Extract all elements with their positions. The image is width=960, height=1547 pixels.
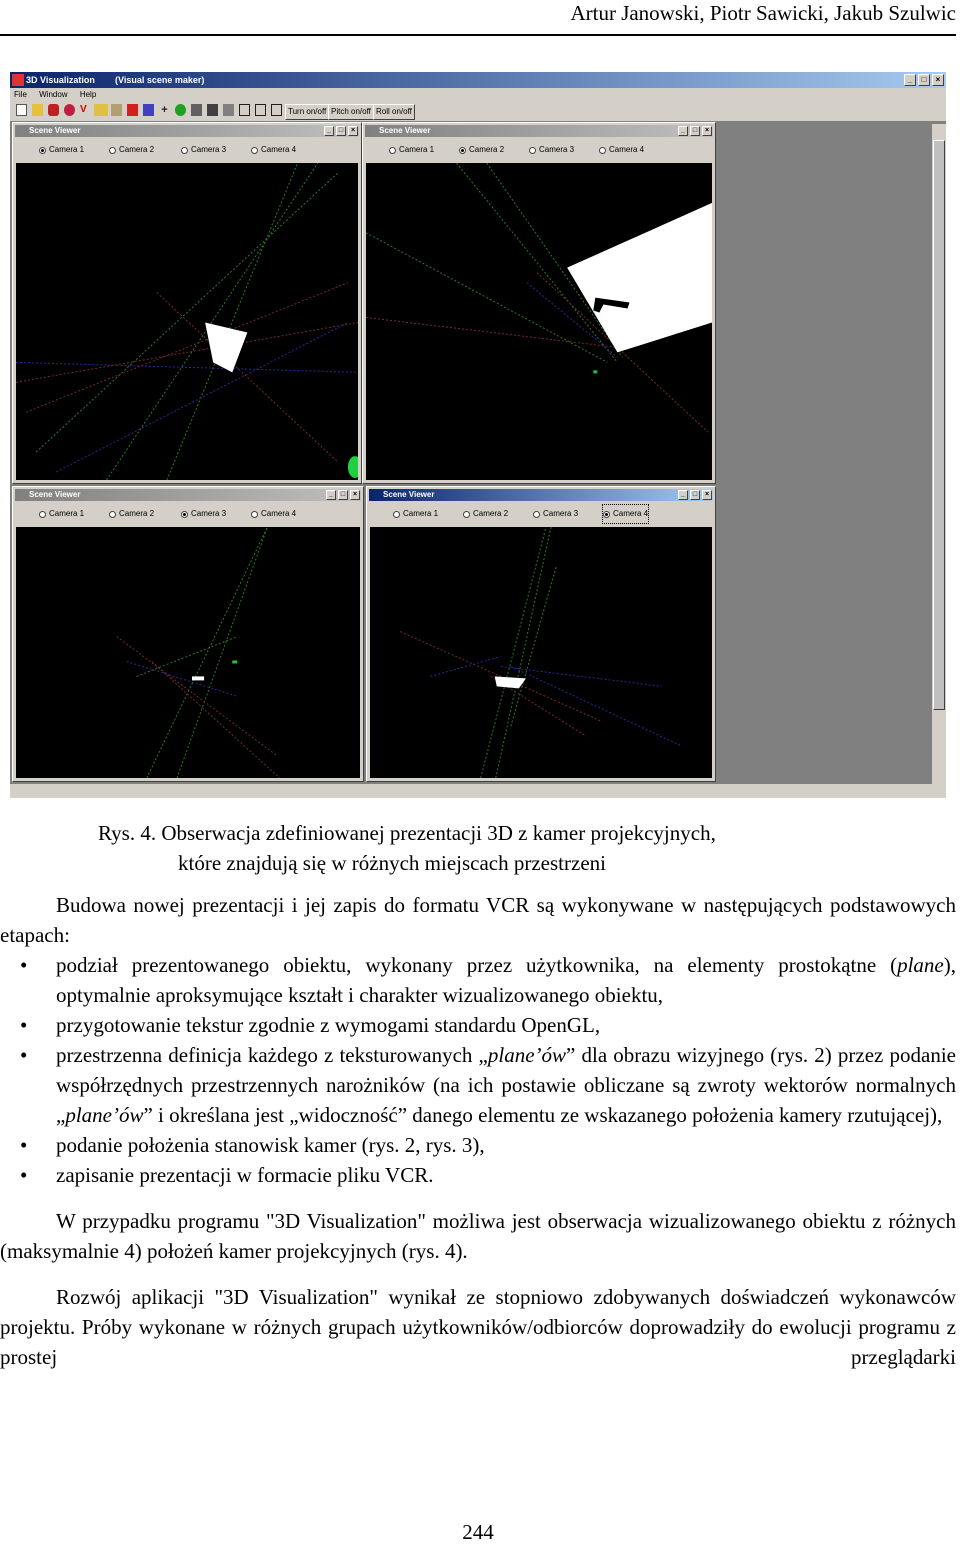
- camera-c-icon[interactable]: [175, 104, 186, 116]
- radio-dot: [533, 511, 540, 518]
- viewer-titlebar: Scene Viewer _ □ ×: [15, 125, 359, 137]
- ray-line: [430, 656, 500, 676]
- 3d-viewport[interactable]: [366, 163, 712, 480]
- ray-line: [481, 527, 546, 778]
- ray-line: [511, 567, 556, 726]
- camera-radio-group: [371, 505, 711, 523]
- figure-screenshot: [10, 72, 946, 798]
- ray-line: [167, 163, 298, 480]
- radio-dot: [251, 511, 258, 518]
- camera-4-radio[interactable]: Camera 4: [251, 505, 296, 523]
- caption-line-1: Rys. 4. Obserwacja zdefiniowanej prezentacji 3D z kamer projekcyjnych,: [98, 821, 716, 845]
- ray-line: [16, 322, 358, 382]
- paragraph-3: Rozwój aplikacji "3D Visualization" wynikał ze stopniowo zdobywanych doświadczeń wykonawców projektu. Próby wykonane w różnych grupach użytkowników/odbiorców doprowadziły do ewolucji programu z prostej przeglądarki: [0, 1285, 956, 1369]
- add-icon[interactable]: [94, 104, 108, 116]
- roll-toggle-button[interactable]: Roll on/off: [373, 104, 415, 120]
- minimize-button[interactable]: _: [326, 490, 336, 500]
- paragraph-2: W przypadku programu "3D Visualization" możliwa jest obserwacja wizualizowanego obiektu z różnych (maksymalnie 4) położeń kamer projekcyjnych (rys. 4).: [0, 1209, 956, 1263]
- minimize-button[interactable]: _: [324, 126, 334, 136]
- eye-icon[interactable]: [64, 104, 75, 116]
- menu-help[interactable]: Help: [79, 90, 97, 99]
- app-icon: [12, 74, 24, 86]
- running-head: Artur Janowski, Piotr Sawicki, Jakub Szulwic: [570, 1, 956, 25]
- camera-marker: [348, 456, 358, 478]
- maximize-button[interactable]: □: [918, 74, 930, 86]
- camera-1-radio[interactable]: Camera 1: [39, 505, 84, 523]
- list-item: • zapisanie prezentacji w formacie pliku VCR.: [0, 1160, 956, 1190]
- scene-viewer-2[interactable]: [362, 122, 716, 484]
- ray-line: [177, 527, 268, 778]
- ray-line: [496, 527, 551, 778]
- scene-render: [366, 163, 712, 480]
- list-item: • podział prezentowanego obiektu, wykonany przez użytkownika, na elementy prostokątne (plane), optymalnie aproksymujące kształt i charakter wizualizowanego obiektu,: [0, 950, 956, 1010]
- minimize-button[interactable]: _: [904, 74, 916, 86]
- app-title: 3D Visualization: [26, 75, 95, 85]
- radio-dot: [393, 511, 400, 518]
- list-item: • podanie położenia stanowisk kamer (rys. 2, rys. 3),: [0, 1130, 956, 1160]
- list-item: • przestrzenna definicja każdego z teksturowanych „plane’ów” dla obrazu wizyjnego (rys. 2) przez podanie współrzędnych przestrzennych narożników (na ich postawie obliczane są zwroty wektorów normalnych „plane’ów” i określana jest „widoczność” danego elementu ze wskazanego położenia kamery rzutującej),: [0, 1040, 956, 1130]
- camera-3-radio[interactable]: Camera 3: [533, 505, 578, 523]
- v-tool-icon[interactable]: V: [80, 104, 87, 115]
- new-file-icon[interactable]: [16, 104, 27, 116]
- figure-caption: [98, 818, 898, 878]
- viewer-window-controls: [678, 490, 712, 500]
- ray-line: [157, 293, 338, 462]
- camera-4-radio[interactable]: Camera 4: [251, 141, 296, 159]
- viewer-titlebar: Scene Viewer _ □ ×: [365, 125, 713, 137]
- camera-1-radio[interactable]: Camera 1: [389, 141, 434, 159]
- maximize-button[interactable]: □: [690, 126, 700, 136]
- ray-line: [107, 163, 318, 480]
- ray-line: [137, 637, 238, 677]
- scene-viewer-4[interactable]: [366, 486, 716, 782]
- camera-1-radio[interactable]: Camera 1: [39, 141, 84, 159]
- plus-icon[interactable]: +: [161, 104, 168, 116]
- shape-red-icon[interactable]: [48, 104, 59, 116]
- 3d-viewport[interactable]: [16, 527, 360, 778]
- camera-2-radio[interactable]: Camera 2: [463, 505, 508, 523]
- camera-3-radio[interactable]: Camera 3: [181, 505, 226, 523]
- radio-dot: [39, 511, 46, 518]
- ray-line: [400, 632, 601, 722]
- camera-radio-group: [17, 141, 357, 159]
- menu-file[interactable]: File: [14, 90, 27, 99]
- scrollbar-thumb[interactable]: [933, 140, 945, 710]
- ray-line: [147, 527, 268, 778]
- steps-list: [0, 950, 956, 1190]
- radio-dot: [109, 511, 116, 518]
- ray-line: [152, 661, 280, 778]
- viewer-window-controls: [678, 126, 712, 136]
- scene-viewer-3[interactable]: [12, 486, 364, 782]
- maximize-button[interactable]: □: [690, 490, 700, 500]
- radio-dot: [463, 511, 470, 518]
- camera-2-radio[interactable]: Camera 2: [459, 141, 504, 159]
- radio-dot: [251, 147, 258, 154]
- scene-render: [370, 527, 712, 778]
- radio-dot: [599, 147, 606, 154]
- camera-3-radio[interactable]: Camera 3: [181, 141, 226, 159]
- close-button[interactable]: ×: [348, 126, 358, 136]
- layout-icon[interactable]: [255, 104, 266, 116]
- radio-dot: [529, 147, 536, 154]
- page-number: 244: [462, 1520, 494, 1544]
- camera-2-radio[interactable]: Camera 2: [109, 141, 154, 159]
- ray-line: [36, 173, 338, 452]
- caption-line-2: które znajdują się w różnych miejscach przestrzeni: [178, 851, 606, 875]
- radio-dot: [181, 511, 188, 518]
- camera-4-radio[interactable]: Camera 4: [599, 141, 644, 159]
- ray-line: [366, 318, 617, 348]
- maximize-button[interactable]: □: [338, 490, 348, 500]
- camera-radio-group: [17, 505, 359, 523]
- radio-dot: [109, 147, 116, 154]
- viewer-window-controls: [326, 490, 360, 500]
- pointer-icon[interactable]: [223, 104, 234, 116]
- camera-1-radio[interactable]: Camera 1: [393, 505, 438, 523]
- spacer: [0, 1190, 956, 1206]
- textured-plane: [567, 203, 712, 353]
- ray-line: [366, 233, 607, 363]
- close-button[interactable]: ×: [702, 126, 712, 136]
- viewer-window-controls: [324, 126, 358, 136]
- camera-2-radio[interactable]: Camera 2: [109, 505, 154, 523]
- camera-radio-group: [367, 141, 711, 159]
- grid-icon[interactable]: [239, 104, 250, 116]
- 3d-viewport[interactable]: [370, 527, 712, 778]
- arrow-icon[interactable]: [143, 104, 154, 116]
- close-button[interactable]: ×: [932, 74, 944, 86]
- camera-4-radio[interactable]: Camera 4: [603, 505, 648, 523]
- textured-plane: [495, 676, 526, 688]
- scene-render: [16, 527, 360, 778]
- minimize-button[interactable]: _: [678, 126, 688, 136]
- folder-icon[interactable]: [32, 104, 43, 116]
- menu-window[interactable]: Window: [39, 90, 68, 99]
- textured-plane: [205, 322, 247, 372]
- ray-line: [117, 637, 278, 757]
- textured-plane: [192, 676, 204, 680]
- radio-dot: [181, 147, 188, 154]
- layout2-icon[interactable]: [271, 104, 282, 116]
- app-titlebar: [10, 72, 946, 88]
- edit-icon[interactable]: [127, 104, 138, 116]
- camera-marker: [232, 660, 237, 663]
- ray-line: [16, 362, 358, 372]
- toolbar: [10, 101, 946, 122]
- radio-dot: [459, 147, 466, 154]
- header-rule: [0, 34, 956, 36]
- close-button[interactable]: ×: [702, 490, 712, 500]
- app-window-controls: [904, 74, 944, 86]
- cursor-icon[interactable]: [191, 104, 202, 116]
- radio-dot: [39, 147, 46, 154]
- turn-toggle-button[interactable]: Turn on/off: [285, 104, 329, 120]
- list-item: • przygotowanie tekstur zgodnie z wymogami standardu OpenGL,: [0, 1010, 956, 1040]
- move-icon[interactable]: [207, 104, 218, 116]
- pitch-toggle-button[interactable]: Pitch on/off: [328, 104, 374, 120]
- 3d-viewport[interactable]: [16, 163, 358, 480]
- radio-dot: [603, 511, 610, 518]
- ray-line: [511, 666, 682, 746]
- viewer-titlebar: Scene Viewer _ □ ×: [15, 489, 361, 501]
- ray-line: [56, 322, 348, 472]
- minimize-button[interactable]: _: [678, 490, 688, 500]
- ray-line: [127, 661, 238, 696]
- camera-3-radio[interactable]: Camera 3: [529, 141, 574, 159]
- viewer-titlebar: Scene Viewer _ □ ×: [369, 489, 713, 501]
- app-subtitle: (Visual scene maker): [115, 75, 205, 85]
- radio-dot: [389, 147, 396, 154]
- close-button[interactable]: ×: [350, 490, 360, 500]
- camera-marker: [593, 370, 597, 373]
- ray-line: [501, 666, 662, 686]
- vertical-scrollbar[interactable]: [932, 124, 946, 784]
- scene-viewer-1[interactable]: [12, 122, 362, 484]
- maximize-button[interactable]: □: [336, 126, 346, 136]
- texture-icon[interactable]: [111, 104, 122, 116]
- intro-paragraph: Budowa nowej prezentacji i jej zapis do formatu VCR są wykonywane w następujących podstawowych etapach:: [0, 893, 956, 947]
- horizontal-scrollbar[interactable]: [10, 784, 946, 798]
- scene-render: [16, 163, 358, 480]
- menubar: [10, 88, 946, 101]
- body-text: [0, 890, 956, 1372]
- spacer: [0, 1266, 956, 1282]
